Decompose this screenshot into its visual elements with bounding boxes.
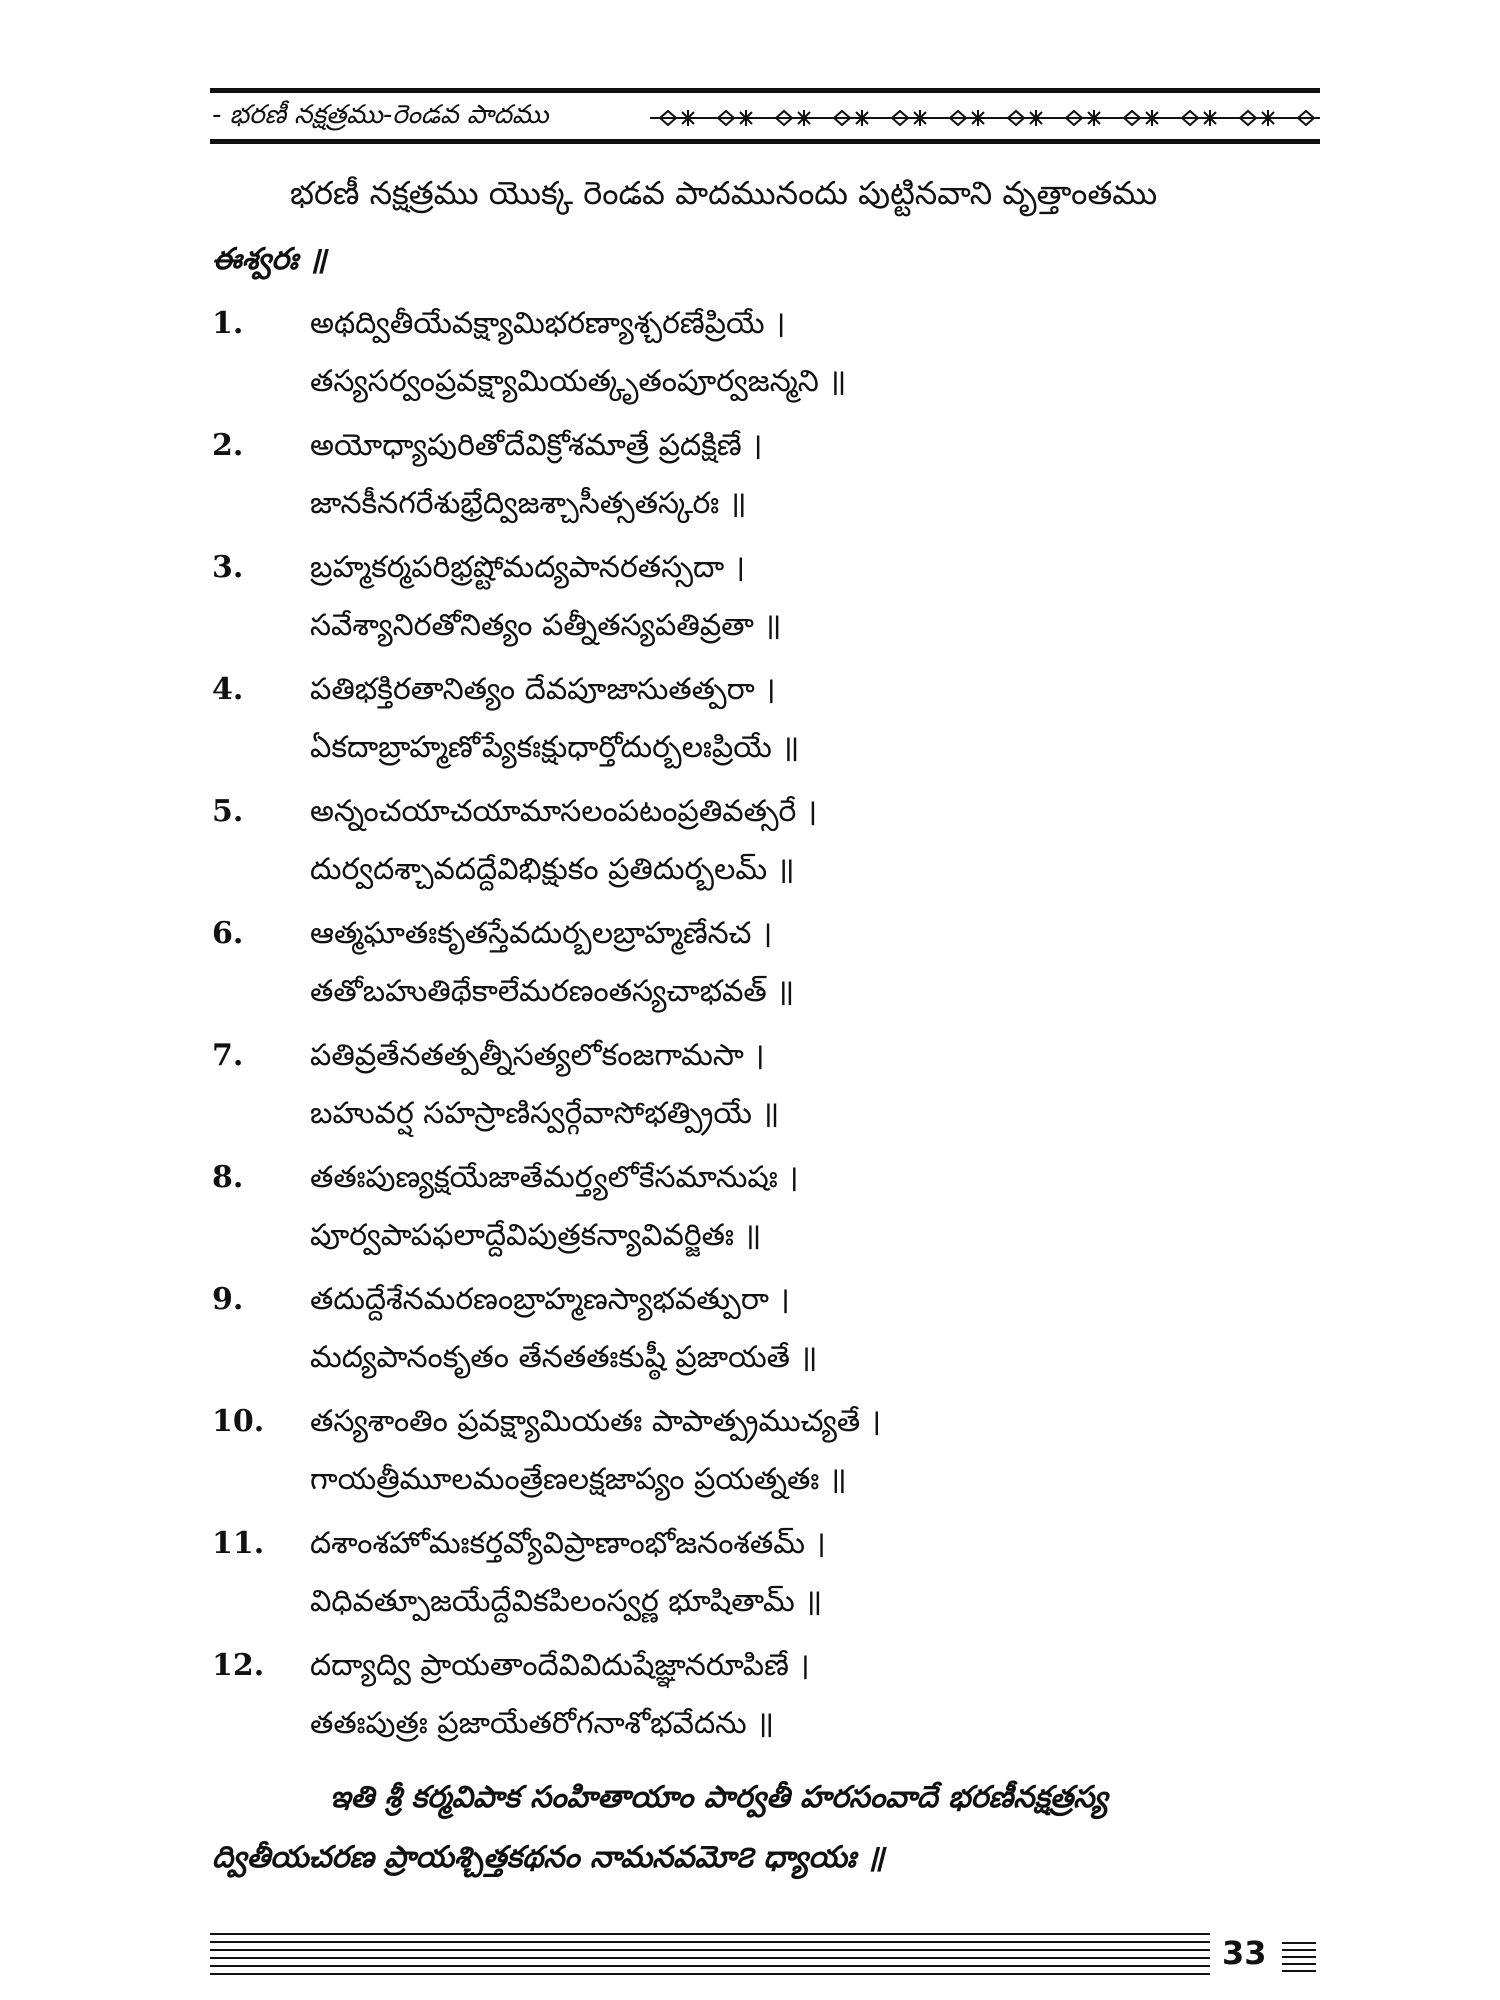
verse-line-2: మద్యపానంకృతం తేనతతఃకుష్ఠీ ప్రజాయతే ॥: [310, 1340, 818, 1375]
speaker-label: ఈశ్వరః ॥: [212, 242, 327, 277]
verse-line-2: బహువర్ష సహస్రాణిస్వర్గేవాసోభత్ప్రియే ॥: [310, 1096, 780, 1131]
verse-line-2: తతోబహుతిథేకాలేమరణంతస్యచాభవత్ ॥: [310, 974, 795, 1009]
verse-line-2: తస్యసర్వంప్రవక్ష్యామియత్కృతంపూర్వజన్మని ॥: [310, 364, 847, 399]
page-number: 33: [1222, 1934, 1267, 1972]
verse-line-2: విధివత్పూజయేద్దేవికపిలంస్వర్ణ భూషితామ్ ॥: [310, 1584, 823, 1619]
verse-line-2: సవేశ్యానిరతోనిత్యం పత్నీతస్యపతివ్రతా ॥: [310, 608, 782, 643]
verse-line-2: తతఃపుత్రః ప్రజాయేతరోగనాశోభవేదను ॥: [310, 1706, 775, 1741]
verse: [212, 1400, 1312, 1522]
verse-number: 4.: [212, 672, 244, 707]
verse: [212, 1522, 1312, 1644]
colophon-line-1: ఇతి శ్రీ కర్మవిపాక సంహితాయాం పార్వతీ హరసంవాదే భరణీనక్షత్రస్య: [330, 1780, 1108, 1815]
footer-rules: [210, 1930, 1210, 1978]
header-ornament: [650, 108, 1320, 128]
verse: [212, 1156, 1312, 1278]
verse-number: 11.: [212, 1526, 265, 1561]
running-header: [210, 88, 1320, 144]
verse-line-2: గాయత్రీమూలమంత్రేణలక్షజాప్యం ప్రయత్నతః ॥: [310, 1462, 847, 1497]
header-rule-bottom: [210, 139, 1320, 144]
verse-line-2: దుర్వదశ్చావదద్దేవిభిక్షుకం ప్రతిదుర్బలమ్ ॥: [310, 852, 795, 887]
verse-line-1: ఆత్మఘాతఃకృతస్తేవదుర్బలబ్రాహ్మణేనచ ।: [310, 916, 773, 951]
verse-line-1: దశాంశహోమఃకర్తవ్యోవిప్రాణాంభోజనంశతమ్ ।: [310, 1526, 826, 1561]
verse: [212, 912, 1312, 1034]
verse: [212, 546, 1312, 668]
verse-number: 6.: [212, 916, 244, 951]
verse: [212, 424, 1312, 546]
colophon: [212, 1768, 1322, 1888]
verse-number: 1.: [212, 306, 244, 341]
verse: [212, 302, 1312, 424]
verse: [212, 1278, 1312, 1400]
verse-line-1: అథద్వితీయేవక్ష్యామిభరణ్యాశ్చరణేప్రియే ।: [310, 306, 786, 341]
page-footer: [210, 1928, 1320, 1980]
verse-line-1: అయోధ్యాపురితోదేవిక్రోశమాత్రే ప్రదక్షిణే ।: [310, 428, 763, 463]
verse-line-2: జానకీనగరేశుభ్రేద్విజశ్చాసీత్సతస్కరః ॥: [310, 486, 747, 521]
verse-line-2: ఏకదాబ్రాహ్మణోప్యేకఃక్షుధార్తోదుర్బలఃప్రియే ॥: [310, 730, 800, 765]
verse-line-1: అన్నంచయాచయామాసలంపటంప్రతివత్సరే ।: [310, 794, 818, 829]
verse-number: 7.: [212, 1038, 244, 1073]
footer-rules-mini: [1282, 1940, 1316, 1974]
colophon-line-2: ద్వితీయచరణ ప్రాయశ్చిత్తకథనం నామనవమో౭ ధ్యాయః ॥: [212, 1840, 885, 1875]
verse-number: 3.: [212, 550, 244, 585]
verse-number: 5.: [212, 794, 244, 829]
verse: [212, 1644, 1312, 1766]
verse: [212, 790, 1312, 912]
verse-line-1: దద్యాద్వి ప్రాయతాందేవివిదుషేజ్ఞానరూపిణే ।: [310, 1648, 810, 1683]
verse: [212, 1034, 1312, 1156]
verse-number: 12.: [212, 1648, 265, 1683]
verse-line-1: తస్యశాంతిం ప్రవక్ష్యామియతః పాపాత్ప్రముచ్యతే ।: [310, 1404, 882, 1439]
verse-number: 2.: [212, 428, 244, 463]
verse-list: [212, 302, 1312, 1766]
header-rule-top: [210, 88, 1320, 93]
verse-line-1: పతిభక్తిరతానిత్యం దేవపూజాసుతత్పరా ।: [310, 672, 776, 707]
verse-line-1: బ్రహ్మకర్మపరిభ్రష్టోమద్యపానరతస్సదా ।: [310, 550, 746, 585]
running-title: - భరణీ నక్షత్రము-రెండవ పాదము: [212, 100, 549, 130]
verse-line-1: పతివ్రతేనతత్పత్నీసత్యలోకంజగామసా ।: [310, 1038, 765, 1073]
verse: [212, 668, 1312, 790]
verse-line-1: తతఃపుణ్యక్షయేజాతేమర్త్యలోకేసమానుషః ।: [310, 1160, 799, 1195]
verse-number: 10.: [212, 1404, 265, 1439]
verse-line-2: పూర్వపాపఫలాద్దేవిపుత్రకన్యావివర్జితః ॥: [310, 1218, 762, 1253]
chapter-subtitle: భరణీ నక్షత్రము యొక్క రెండవ పాదమునందు పుట్టినవాని వృత్తాంతము: [290, 174, 1158, 212]
verse-number: 8.: [212, 1160, 244, 1195]
verse-number: 9.: [212, 1282, 244, 1317]
verse-line-1: తదుద్దేశేనమరణంబ్రాహ్మణస్యాభవత్పురా ।: [310, 1282, 790, 1317]
